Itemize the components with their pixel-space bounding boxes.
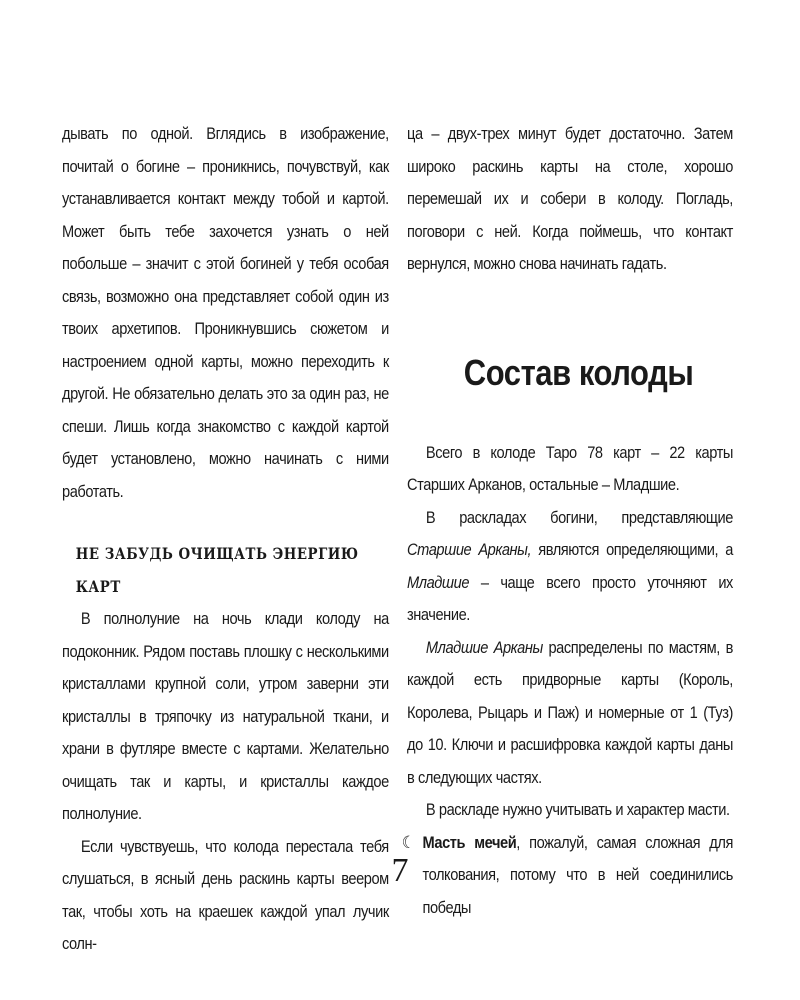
page-number: 7 bbox=[391, 852, 409, 889]
section-title: Состав колоды bbox=[463, 351, 694, 393]
right-paragraph-5: В раскладе нужно учитывать и характер масти. bbox=[425, 800, 730, 819]
right-paragraph-3: В раскладах богини, представляющие Старшие Арканы, являются определяющими, а Младшие – чаще всего просто уточняют их значение. bbox=[407, 507, 733, 624]
moon-icon: ☾ bbox=[401, 832, 415, 852]
left-paragraph-1: дывать по одной. Вглядись в изображение, почитай о богине – проникнись, почувствуй, как устанавливается контакт между тобой и картой. Может быть тебе захочется узнать о ней побольше – значит с этой богиней у тебя особая связь, возможно она представляет собой один из твоих архетипов. Проникнувшись сюжетом и настроением одной карты, можно переходить к другой. Не обязательно делать это за один раз, не спеши. Лишь когда знакомство с каждой картой будет установлено, можно начинать с ними работать. bbox=[62, 124, 389, 501]
right-paragraph-4: Младшие Арканы распределены по мастям, в каждой есть придворные карты (Король, Королева, Рыцарь и Паж) и номерные от 1 (Туз) до 10. Ключи и расшифровка каждой карты даны в следующих частях. bbox=[407, 637, 733, 787]
left-column bbox=[62, 118, 389, 961]
left-paragraph-3: Если чувствуешь, что колода перестала тебя слушаться, в ясный день раскинь карты веером так, чтобы хоть на краешек каждой упал лучик солн- bbox=[62, 836, 389, 953]
right-paragraph-2: Всего в колоде Таро 78 карт – 22 карты Старших Арканов, остальные – Младшие. bbox=[407, 442, 733, 494]
right-paragraph-1: ца – двух-трех минут будет достаточно. Затем широко раскинь карты на столе, хорошо перемешай их и собери в колоду. Погладь, поговори с ней. Когда поймешь, что контакт вернулся, можно снова начинать гадать. bbox=[407, 124, 733, 273]
right-column bbox=[401, 118, 733, 924]
suit-swords-bullet: ☾ Масть мечей, пожалуй, самая сложная для толкования, потому что в ней соединились победы bbox=[407, 827, 733, 925]
left-paragraph-2: В полнолуние на ночь клади колоду на подоконник. Рядом поставь плошку с несколькими кристаллами крупной соли, утром заверни эти кристаллы в тряпочку из натуральной ткани, и храни в футляре вместе с картами. Желательно очищать так и карты, и кристаллы каждое полнолуние. bbox=[62, 609, 389, 823]
sidebar-heading: НЕ ЗАБУДЬ ОЧИЩАТЬ ЭНЕРГИЮ КАРТ bbox=[75, 544, 359, 596]
